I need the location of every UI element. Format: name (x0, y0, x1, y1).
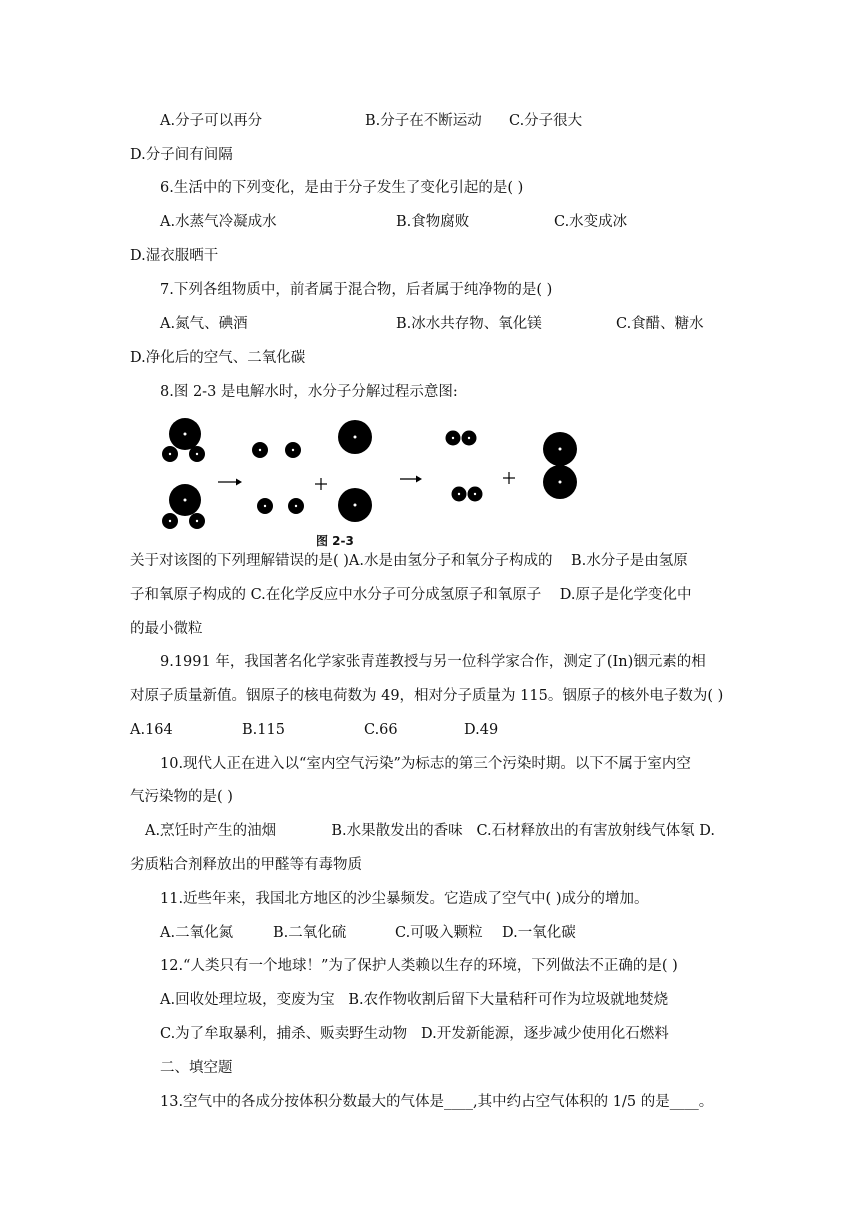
plus-icon (503, 472, 515, 484)
q12-stem: 12.“人类只有一个地球！”为了保护人类赖以生存的环境，下列做法不正确的是( ) (160, 958, 678, 974)
hydrogen-molecules (446, 431, 483, 502)
q9-option-d: D.49 (464, 722, 499, 738)
plus-icon (315, 478, 327, 490)
q12-line-2: C.为了牟取暴利，捕杀、贩卖野生动物 D.开发新能源，逐步减少使用化石燃料 (160, 1026, 669, 1042)
q11-option-b: B.二氧化硫 (273, 925, 347, 941)
figure-caption: 图 2-3 (316, 534, 354, 548)
q12-line-1: A.回收处理垃圾，变废为宝 B.农作物收割后留下大量秸秆可作为垃圾就地焚烧 (160, 992, 669, 1008)
q7-option-d: D.净化后的空气、二氧化碳 (130, 350, 306, 366)
water-molecule-bottom (162, 484, 205, 529)
water-molecule-top (162, 418, 205, 462)
q8-line-1: 关于对该图的下列理解错误的是( )A.水是由氢分子和氧分子构成的 B.水分子是由氢原 (130, 553, 688, 569)
q8-stem: 8.图 2-3 是电解水时，水分子分解过程示意图: (160, 384, 458, 400)
q9-line-2: 对原子质量新值。铟原子的核电荷数为 49，相对分子质量为 115。铟原子的核外电子数为( ) (130, 688, 724, 704)
q9-option-a: A.164 (130, 722, 173, 738)
q11-option-c: C.可吸入颗粒 (395, 925, 483, 941)
q5-option-c: C.分子很大 (509, 113, 583, 129)
oxygen-atoms (338, 420, 372, 522)
section-heading: 二、填空题 (160, 1060, 233, 1076)
q7-option-c: C.食醋、糖水 (616, 316, 704, 332)
arrow-icon (400, 476, 422, 483)
electrolysis-diagram-svg (150, 412, 590, 532)
q6-stem: 6.生活中的下列变化，是由于分子发生了变化引起的是( ) (160, 180, 524, 196)
q7-option-a: A.氮气、碘酒 (160, 316, 248, 332)
q5-option-a: A.分子可以再分 (160, 113, 263, 129)
oxygen-molecule (543, 432, 577, 499)
q5-option-d: D.分子间有间隔 (130, 147, 233, 163)
q8-line-3: 的最小微粒 (130, 621, 203, 637)
electrolysis-figure (150, 412, 590, 532)
q8-line-2: 子和氧原子构成的 C.在化学反应中水分子可分成氢原子和氧原子 D.原子是化学变化中 (130, 587, 692, 603)
q9-option-b: B.115 (242, 722, 285, 738)
q7-stem: 7.下列各组物质中，前者属于混合物，后者属于纯净物的是( ) (160, 282, 553, 298)
q11-option-a: A.二氧化氮 (160, 925, 234, 941)
q10-line-4: 劣质粘合剂释放出的甲醛等有毒物质 (130, 857, 362, 873)
q5-option-b: B.分子在不断运动 (365, 113, 482, 129)
q11-option-d: D.一氧化碳 (502, 925, 576, 941)
q10-line-1: 10.现代人正在进入以“室内空气污染”为标志的第三个污染时期。以下不属于室内空 (160, 756, 691, 772)
q6-option-b: B.食物腐败 (396, 214, 470, 230)
q9-line-1: 9.1991 年，我国著名化学家张青莲教授与另一位科学家合作，测定了(In)铟元素的相 (160, 654, 706, 670)
hydrogen-atoms (252, 442, 304, 514)
q6-option-c: C.水变成冰 (554, 214, 628, 230)
q6-option-a: A.水蒸气冷凝成水 (160, 214, 277, 230)
arrow-icon (218, 479, 242, 486)
q10-line-2: 气污染物的是( ) (130, 789, 233, 805)
q11-stem: 11.近些年来，我国北方地区的沙尘暴频发。它造成了空气中( )成分的增加。 (160, 891, 649, 907)
q10-line-3: A.烹饪时产生的油烟 B.水果散发出的香味 C.石材释放出的有害放射线气体氡 D. (145, 823, 715, 839)
q13-stem: 13.空气中的各成分按体积分数最大的气体是____,其中约占空气体积的 1/5 的是____。 (160, 1094, 714, 1110)
q7-option-b: B.冰水共存物、氧化镁 (396, 316, 542, 332)
q9-option-c: C.66 (364, 722, 398, 738)
q6-option-d: D.湿衣服晒干 (130, 248, 219, 264)
